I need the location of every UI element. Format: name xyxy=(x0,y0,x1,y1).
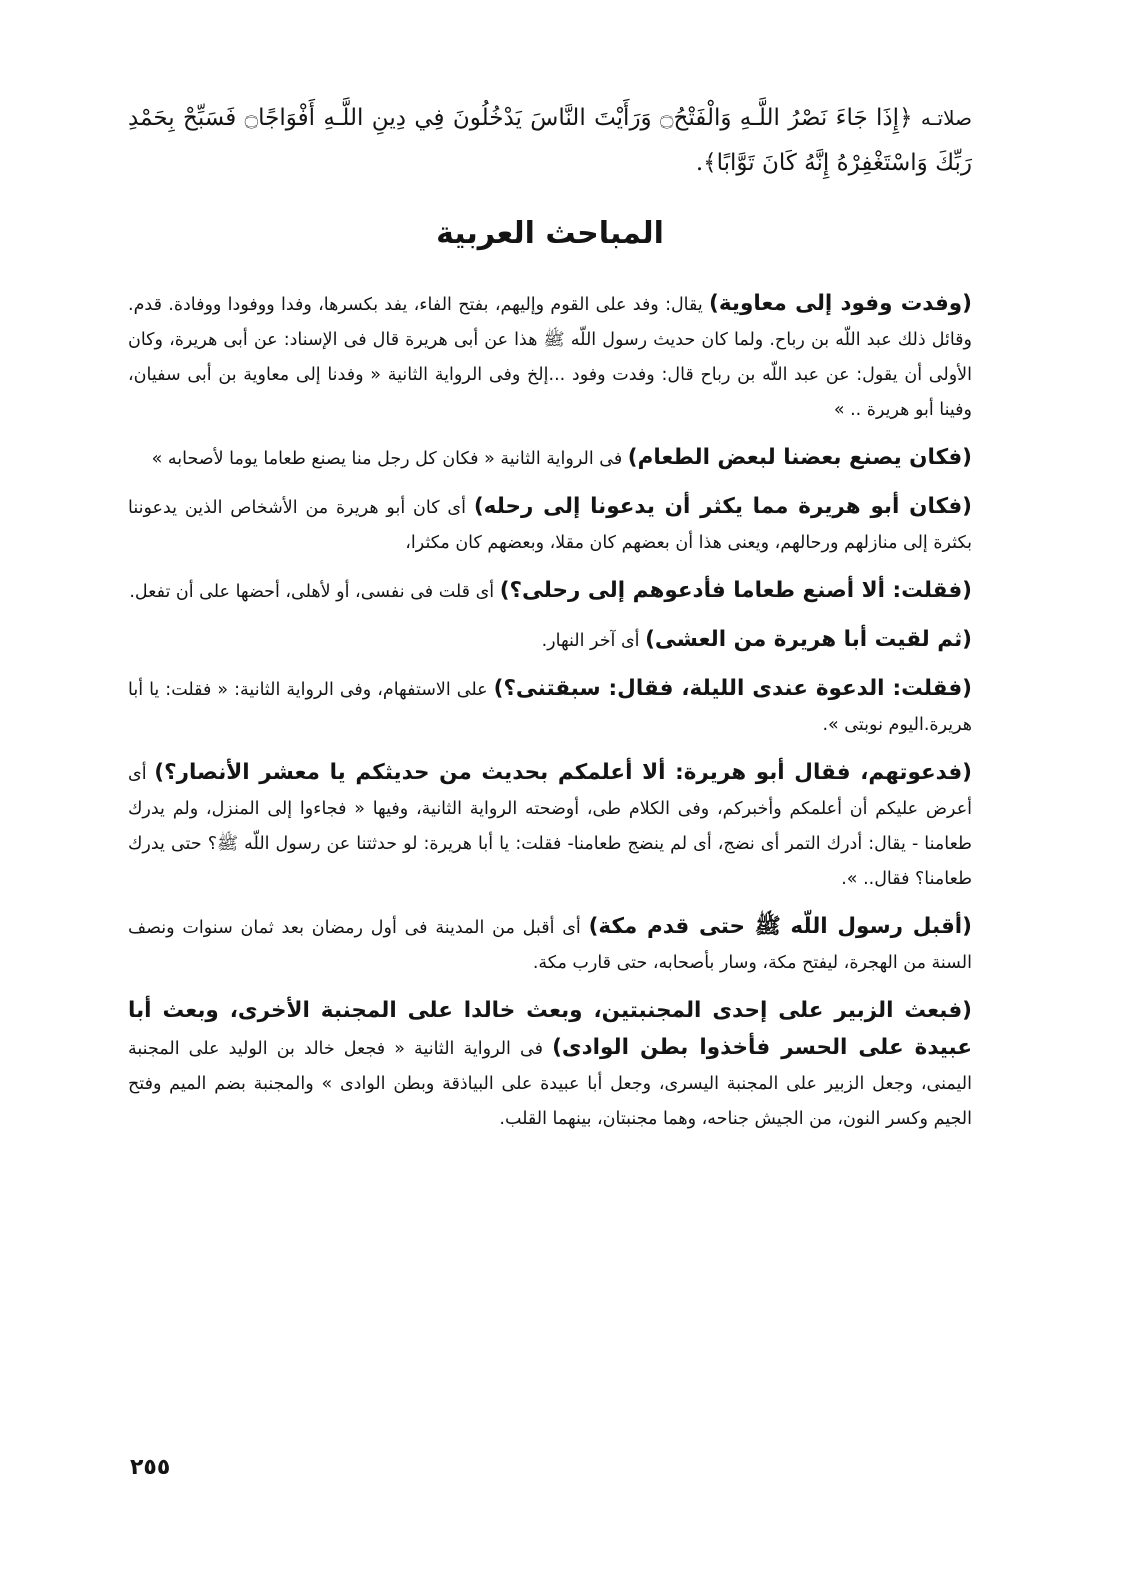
quran-verse-block xyxy=(128,96,972,186)
paragraph-7 xyxy=(128,755,972,897)
page-number: ٢٥٥ xyxy=(130,1455,171,1480)
section-heading: المباحث العربية xyxy=(436,216,664,251)
lemma-7: (فدعوتهم، فقال أبو هريرة: ألا أعلمكم بحديث من حديثكم يا معشر الأنصار؟) xyxy=(154,760,972,785)
commentary-6: على الاستفهام، وفى الرواية الثانية: « فقلت: يا أبا هريرة.اليوم نوبتى ». xyxy=(128,680,972,735)
lemma-2: (فكان يصنع بعضنا لبعض الطعام) xyxy=(627,445,972,470)
paragraph-2 xyxy=(128,440,972,477)
commentary-3: أى كان أبو هريرة من الأشخاص الذين يدعوننا بكثرة إلى منازلهم ورحالهم، ويعنى هذا أن بعضهم كان مقلا، وبعضهم كان مكثرا، xyxy=(128,498,972,553)
paragraph-3 xyxy=(128,489,972,561)
paragraph-6 xyxy=(128,671,972,743)
commentary-9: فى الرواية الثانية « فجعل خالد بن الوليد على المجنبة اليمنى، وجعل الزبير على المجنبة اليسرى، وجعل أبا عبيدة على البياذقة وبطن الوادى » والمجنبة بضم الميم وفتح الجيم وكسر النون، من الجيش جناحه، وهما مجنبتان، بينهما القلب. xyxy=(128,1039,972,1129)
lemma-6: (فقلت: الدعوة عندى الليلة، فقال: سبقتنى؟) xyxy=(493,676,972,701)
lemma-5: (ثم لقيت أبا هريرة من العشى) xyxy=(645,627,972,652)
commentary-2: فى الرواية الثانية « فكان كل رجل منا يصنع طعاما يوما لأصحابه » xyxy=(151,449,628,469)
page-body xyxy=(128,96,972,1526)
commentary-4: أى قلت فى نفسى، أو لأهلى، أحضها على أن تفعل. xyxy=(129,582,500,602)
commentary-7: أى أعرض عليكم أن أعلمكم وأخبركم، وفى الكلام طى، أوضحته الرواية الثانية، وفيها « فجاءوا إلى المنزل، ولم يدرك طعامنا - يقال: أدرك التمر أى نضج، أى لم ينضج طعامنا- فقلت: يا أبا هريرة: لو حدثتنا عن رسول اللّه ﷺ؟ حتى يدرك طعامنا؟ فقال.. ». xyxy=(128,764,972,889)
paragraph-4 xyxy=(128,573,972,610)
commentary-1: يقال: وفد على القوم وإليهم، بفتح الفاء، يفد بكسرها، وفدا ووفودا ووفادة. قدم. وقائل ذلك عبد اللّه بن رباح. ولما كان حديث رسول اللّه ﷺ هذا عن أبى هريرة قال فى الإسناد: عن أبى هريرة، وكان الأولى أن يقول: عن عبد اللّه بن رباح قال: وفدت وفود ...إلخ وفى الرواية الثانية « وفدنا إلى معاوية بن أبى سفيان، وفينا أبو هريرة .. » xyxy=(128,295,972,420)
quran-verse: ﴿إِذَا جَاءَ نَصْرُ اللَّـهِ وَالْفَتْحُ۝ وَرَأَيْتَ النَّاسَ يَدْخُلُونَ فِي دِينِ اللَّـهِ أَفْوَاجًا۝ فَسَبِّحْ بِحَمْدِ رَبِّكَ وَاسْتَغْفِرْهُ إِنَّهُ كَانَ تَوَّابًا﴾. xyxy=(128,105,972,176)
lemma-9: (فبعث الزبير على إحدى المجنبتين، وبعث خالدا على المجنبة الأخرى، وبعث أبا عبيدة على الحسر فأخذوا بطن الوادى) xyxy=(128,998,973,1060)
commentary-5: أى آخر النهار. xyxy=(541,631,646,651)
lemma-1: (وفدت وفود إلى معاوية) xyxy=(709,291,972,316)
lemma-8: (أقبل رسول اللّه ﷺ حتى قدم مكة) xyxy=(588,914,972,939)
commentary-8: أى أقبل من المدينة فى أول رمضان بعد ثمان سنوات ونصف السنة من الهجرة، ليفتح مكة، وسار بأصحابه، حتى قارب مكة. xyxy=(128,918,972,973)
paragraph-9 xyxy=(128,993,972,1137)
paragraph-8 xyxy=(128,909,972,981)
quran-intro: صلاتـه xyxy=(920,106,972,130)
paragraph-1 xyxy=(128,286,972,428)
lemma-4: (فقلت: ألا أصنع طعاما فأدعوهم إلى رحلى؟) xyxy=(499,578,972,603)
lemma-3: (فكان أبو هريرة مما يكثر أن يدعونا إلى رحله) xyxy=(473,494,972,519)
paragraph-5 xyxy=(128,622,972,659)
